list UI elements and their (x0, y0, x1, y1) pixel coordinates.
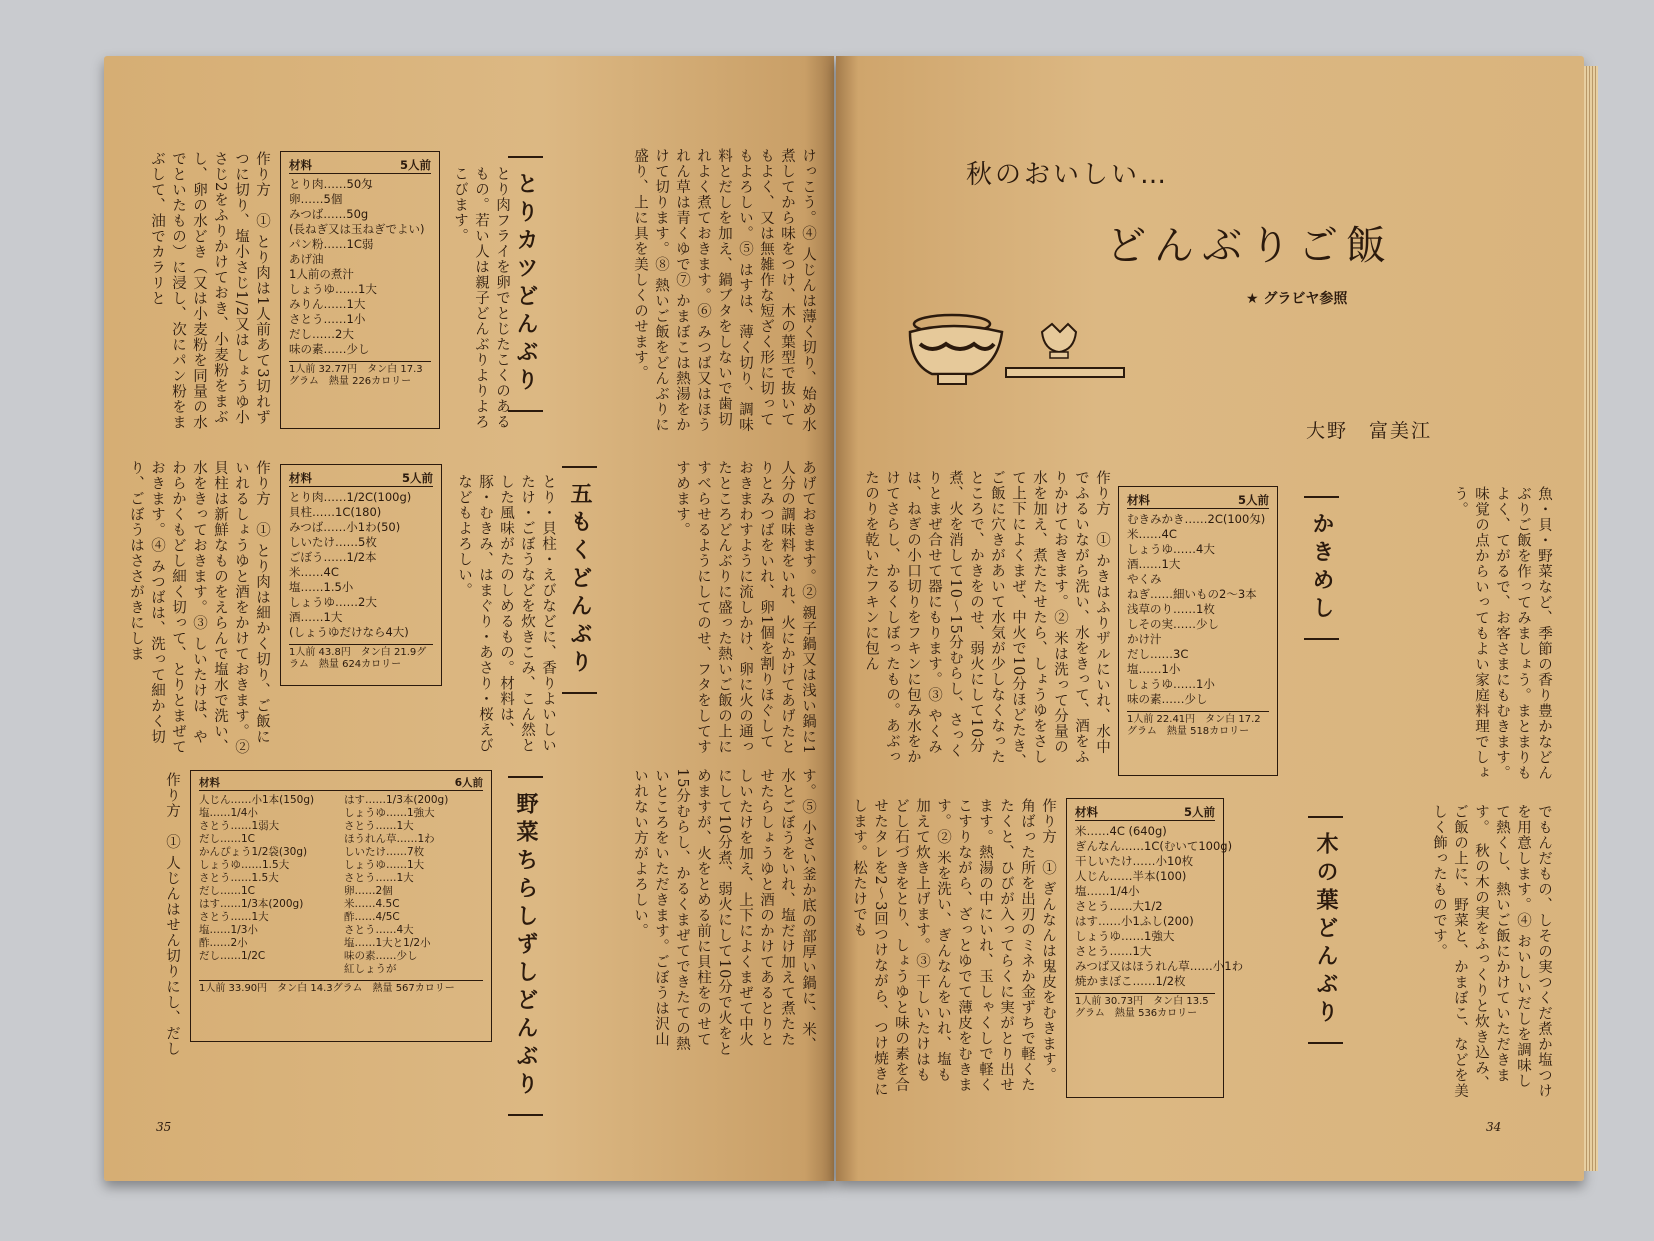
ingredient: 塩……1/3小 (199, 924, 258, 936)
nutrition-info: 1人前 22.41円 タン白 17.2グラム 熱量 518カロリー (1127, 711, 1269, 738)
ingredient: やくみ (1127, 572, 1162, 586)
ingredient: ねぎ……細いもの2〜3本 (1127, 587, 1257, 601)
ingredient: 酢……2小 (199, 937, 248, 949)
ingredient: はす……1/3本(200g) (199, 898, 304, 910)
ingredient: ごぼう……1/2本 (289, 550, 377, 564)
ingredient: とり肉……1/2C(100g) (289, 490, 412, 504)
ingredient: さとう……1大 (344, 820, 414, 832)
ingredient: みつば……小1わ(50) (289, 520, 401, 534)
box-head: 材料 (289, 158, 312, 172)
ingredient: 塩……1/4小 (1075, 884, 1140, 898)
gomoku-continued-text: あげておきます。② 親子鍋又は浅い鍋に1人分の調味料をいれ、火にかけてあげたとりとみつばをいれ、卵1個を割りほぐしておきまわすように流しかけ、卵に火の通ったところどんぶりに盛った熱いご飯の上にすべらせるようにしてのせ、フタをしてすすめます。 (674, 460, 816, 755)
ingredient: 卵……5個 (289, 192, 343, 206)
ingredient: しょうゆ……1大 (344, 859, 425, 871)
yasai-title: 野菜ちらしずしどんぶり (508, 776, 543, 1116)
ingredient: 浅草のり……1枚 (1127, 602, 1215, 616)
ingredient: パン粉……1C弱 (289, 237, 374, 251)
nutrition-info: 1人前 32.77円 タン白 17.3グラム 熱量 226カロリー (289, 361, 431, 388)
konoha-ingredients-box (1066, 798, 1244, 1098)
torikatsu-title: とりカツどんぶり (508, 156, 543, 412)
ingredient: さとう……1大 (1075, 944, 1152, 958)
nutrition-info: 1人前 33.90円 タン白 14.3グラム 熱量 567カロリー (199, 980, 483, 995)
konoha-intro: でもんだもの、しその実つくだ煮か塩つけを用意します。④ おいしいだしを調味して熱くし、熱いご飯にかけていただきます。 秋の木の実をふっくりと炊き込み、ご飯の上に、野菜と、かまぼこ、などを美しく飾ったものです。 (1431, 804, 1552, 1099)
left-page (104, 56, 834, 1181)
author-name: 大野 富美江 (1306, 420, 1433, 442)
ingredient: しいたけ……5枚 (289, 535, 377, 549)
ingredient: しょうゆ……2大 (289, 595, 377, 609)
ingredient: 紅しょうが (344, 963, 397, 975)
open-magazine (104, 56, 1584, 1181)
ingredient: だし……1C (199, 833, 256, 845)
ingredient: しその実……少し (1127, 617, 1219, 631)
ingredient: 焼かまぼこ……1/2枚 (1075, 974, 1186, 988)
ingredient: さとう……1.5大 (199, 872, 279, 884)
ingredient: (しょうゆだけなら4大) (289, 625, 409, 639)
box-head: 材料 (289, 471, 312, 485)
box-head: 材料 (1127, 493, 1150, 507)
gomoku-title: 五もくどんぶり (562, 466, 597, 694)
intro-text: 魚・貝・野菜など、季節の香り豊かなどんぶりご飯を作ってみましょう。まとまりもよく、てがるで、お客さまにもむきます。味覚の点からいってもよい家庭料理でしょう。 (1452, 486, 1552, 781)
ingredient: しいたけ……7枚 (344, 846, 425, 858)
ingredient: みりん……1大 (289, 297, 366, 311)
box-head: 材料 (1075, 805, 1098, 819)
page-edge (1584, 66, 1598, 1171)
torikatsu-intro: とり肉フライを卵でとじたこくのあるもの。若い人は親子どんぶりよりよろこびます。 (452, 166, 510, 430)
ingredient: だし……1C (199, 885, 256, 897)
donburi-bowl-illustration (902, 302, 1132, 402)
ingredient: 1人前の煮汁 (289, 267, 354, 281)
ingredient: はす……小1ふし(200) (1075, 914, 1194, 928)
page-number-right: 34 (1486, 1120, 1502, 1134)
ingredient: しょうゆ……1強大 (344, 807, 435, 819)
ingredient: しょうゆ……1.5大 (199, 859, 290, 871)
gomoku-ingredients-box (280, 464, 442, 686)
ingredient: 塩……1.5小 (289, 580, 354, 594)
article-title: どんぶりご飯 (1106, 223, 1394, 269)
yasai-method: 作り方 ① 人じんはせん切りにし、だし (164, 772, 180, 1057)
box-serves: 6人前 (454, 777, 483, 789)
yasai-continued-text: す。⑤ 小さい釜か底の部厚い鍋に、米、水とごぼうをいれ、塩だけ加えて煮たたせたらしょうゆと酒のかけてあるとりとしいたけを加え、上下によくまぜて中火にして10分煮、弱火にして10分で火をとめますが、火をとめる前に貝柱をのせて15分むらし、かるくまぜてできたての熱いところをいただきます。ごぼうは沢山いれない方がよろしい。 (632, 768, 816, 1057)
ingredient: 米……4.5C (344, 898, 400, 910)
ingredient: 貝柱……1C(180) (289, 505, 382, 519)
gomoku-method: 作り方 ① とり肉は細かく切り、ご飯にいれるしょうゆと酒をかけておきます。② 貝柱は新鮮なものをえらんで塩水で洗い、水をきっておきます。③ しいたけは、やわらかくもどし細く切って、とりとまぜておきます。④ みつばは、洗って細かく切り、ごぼうはささがきにしま (128, 460, 270, 755)
ingredient: 米……4C (640g) (1075, 824, 1167, 838)
ingredient: ほうれん草……1わ (344, 833, 435, 845)
gravure-note: ★ グラビヤ参照 (1246, 291, 1348, 307)
nutrition-info: 1人前 43.8円 タン白 21.9グラム 熱量 624カロリー (289, 644, 433, 671)
ingredient: 塩……1/4小 (199, 807, 258, 819)
kakimeshi-title: かきめし (1304, 496, 1339, 640)
konoha-title: 木の葉どんぶり (1308, 816, 1343, 1044)
ingredient: 干しいたけ……小10枚 (1075, 854, 1194, 868)
ingredient: 酒……1大 (1127, 557, 1181, 571)
ingredient: 米……4C (289, 565, 339, 579)
box-head: 材料 (199, 777, 220, 789)
ingredient: 味の素……少し (289, 342, 370, 356)
box-serves: 5人前 (1237, 493, 1269, 507)
ingredient: むきみかき……2C(100匁) (1127, 512, 1266, 526)
ingredient: 塩……1大と1/2小 (344, 937, 431, 949)
ingredient: かけ汁 (1127, 632, 1162, 646)
nutrition-info: 1人前 30.73円 タン白 13.5グラム 熱量 536カロリー (1075, 993, 1215, 1020)
ingredient: さとう……1弱大 (199, 820, 280, 832)
ingredient: さとう……1大 (199, 911, 269, 923)
ingredient: しょうゆ……1小 (1127, 677, 1215, 691)
ingredient: さとう……1小 (289, 312, 366, 326)
ingredient: さとう……1大 (344, 872, 414, 884)
ingredient: あげ油 (289, 252, 324, 266)
article-subtitle: 秋のおいしい… (966, 160, 1170, 190)
kakimeshi-method: 作り方 ① かきはふりザルにいれ、水中でふるいながら洗い、水をきって、酒をふりかけておきます。② 米は洗って分量の水を加え、煮たたせたら、しょうゆをさして上下によくまぜ、中火で10分ほどたき、ご飯に穴きがあいて水気が少しなくなったところで、かきをのせ、弱火にして10分煮、火を消して10〜15分むらし、さっくりとまぜ合せて器にもります。③ やくみは、ねぎの小口切りをフキンに包み水をかけてさらし、かるくしぼったもの。あぶったのりを乾いたフキンに包ん (863, 470, 1110, 770)
ingredient: しょうゆ……4大 (1127, 542, 1215, 556)
right-page (836, 56, 1584, 1181)
ingredient: 米……4C (1127, 527, 1177, 541)
ingredient: さとう……大1/2 (1075, 899, 1163, 913)
ingredient: 卵……2個 (344, 885, 393, 897)
ingredient: 酢……4/5C (344, 911, 400, 923)
ingredient: さとう……4大 (344, 924, 414, 936)
ingredient: 味の素……少し (344, 950, 418, 962)
ingredient: ぎんなん……1C(むいて100g) (1075, 839, 1233, 853)
ingredient: 人じん……小1本(150g) (199, 794, 315, 806)
ingredient: かんぴょう1/2袋(30g) (199, 846, 308, 858)
torikatsu-continued-text: けっこう。④ 人じんは薄く切り、始め水煮してから味をつけ、木の葉型で抜いてもよく、又は無雑作な短ざく形に切ってもよろしい。⑤ はすは、薄く切り、調味料とだしを加え、鍋ブタをしないで歯切れよく煮ておきます。⑥ みつば又はほうれん草は青くゆで⑦ かまぼこは熱湯をかけて切ります。⑧ 熱いご飯をどんぶりに盛り、上に具を美しくのせます。 (632, 148, 816, 433)
ingredient: 酒……1大 (289, 610, 343, 624)
ingredient: みつば又はほうれん草……小1わ (1075, 959, 1244, 973)
ingredient: 味の素……少し (1127, 692, 1208, 706)
kakimeshi-ingredients-box (1118, 486, 1278, 776)
gomoku-intro: とり・貝柱・えびなどに、香りよいしいたけ・ごぼうなどを炊きこみ、こん然とした風味がたのしめるもの。材料は、豚・むきみ、はまぐり・あさり・桜えびなどもよろしい。 (456, 474, 556, 753)
ingredient: はす……1/3本(200g) (344, 794, 449, 806)
konoha-method: 作り方 ① ぎんなんは鬼皮をむきます。角ばった所を出刃のミネか金ずちで軽くたたくと、ひびが入ってらくに実がとり出せます。熱湯の中にいれ、玉しゃくしで軽くこすりながら、ざっとゆでて薄皮をむきます。② 米を洗い、ぎんなんをいれ、塩も加えて炊き上げます。③ 干しいたけはもどし石づきをとり、しょうゆと味の素を合せたタレを2〜3回つけながら、つけ焼きにします。松たけでも (851, 798, 1056, 1098)
ingredient: しょうゆ……1強大 (1075, 929, 1175, 943)
ingredient: 塩……1小 (1127, 662, 1181, 676)
yasai-ingredients-box (190, 770, 492, 1042)
ingredient: しょうゆ……1大 (289, 282, 377, 296)
ingredient: (長ねぎ又は玉ねぎでよい) (289, 222, 425, 236)
box-serves: 5人前 (399, 158, 431, 172)
torikatsu-method: 作り方 ① とり肉は1人前あて3切れずつに切り、塩小さじ1/2又はしょうゆ小さじ2をふりかけておき、小麦粉をまぶし、卵の水どき（又は小麦粉を同量の水でといたもの）に浸し、次にパン粉をまぶして、油でカラリと (149, 151, 270, 430)
ingredient: みつば……50g (289, 207, 369, 221)
ingredient: とり肉……50匁 (289, 177, 373, 191)
ingredient: 人じん……半本(100) (1075, 869, 1187, 883)
box-serves: 5人前 (1183, 805, 1215, 819)
ingredient: だし……2大 (289, 327, 354, 341)
box-serves: 5人前 (401, 471, 433, 485)
torikatsu-ingredients-box (280, 151, 440, 429)
ingredient: だし……1/2C (199, 950, 266, 962)
page-number-left: 35 (156, 1120, 172, 1134)
ingredient: だし……3C (1127, 647, 1189, 661)
